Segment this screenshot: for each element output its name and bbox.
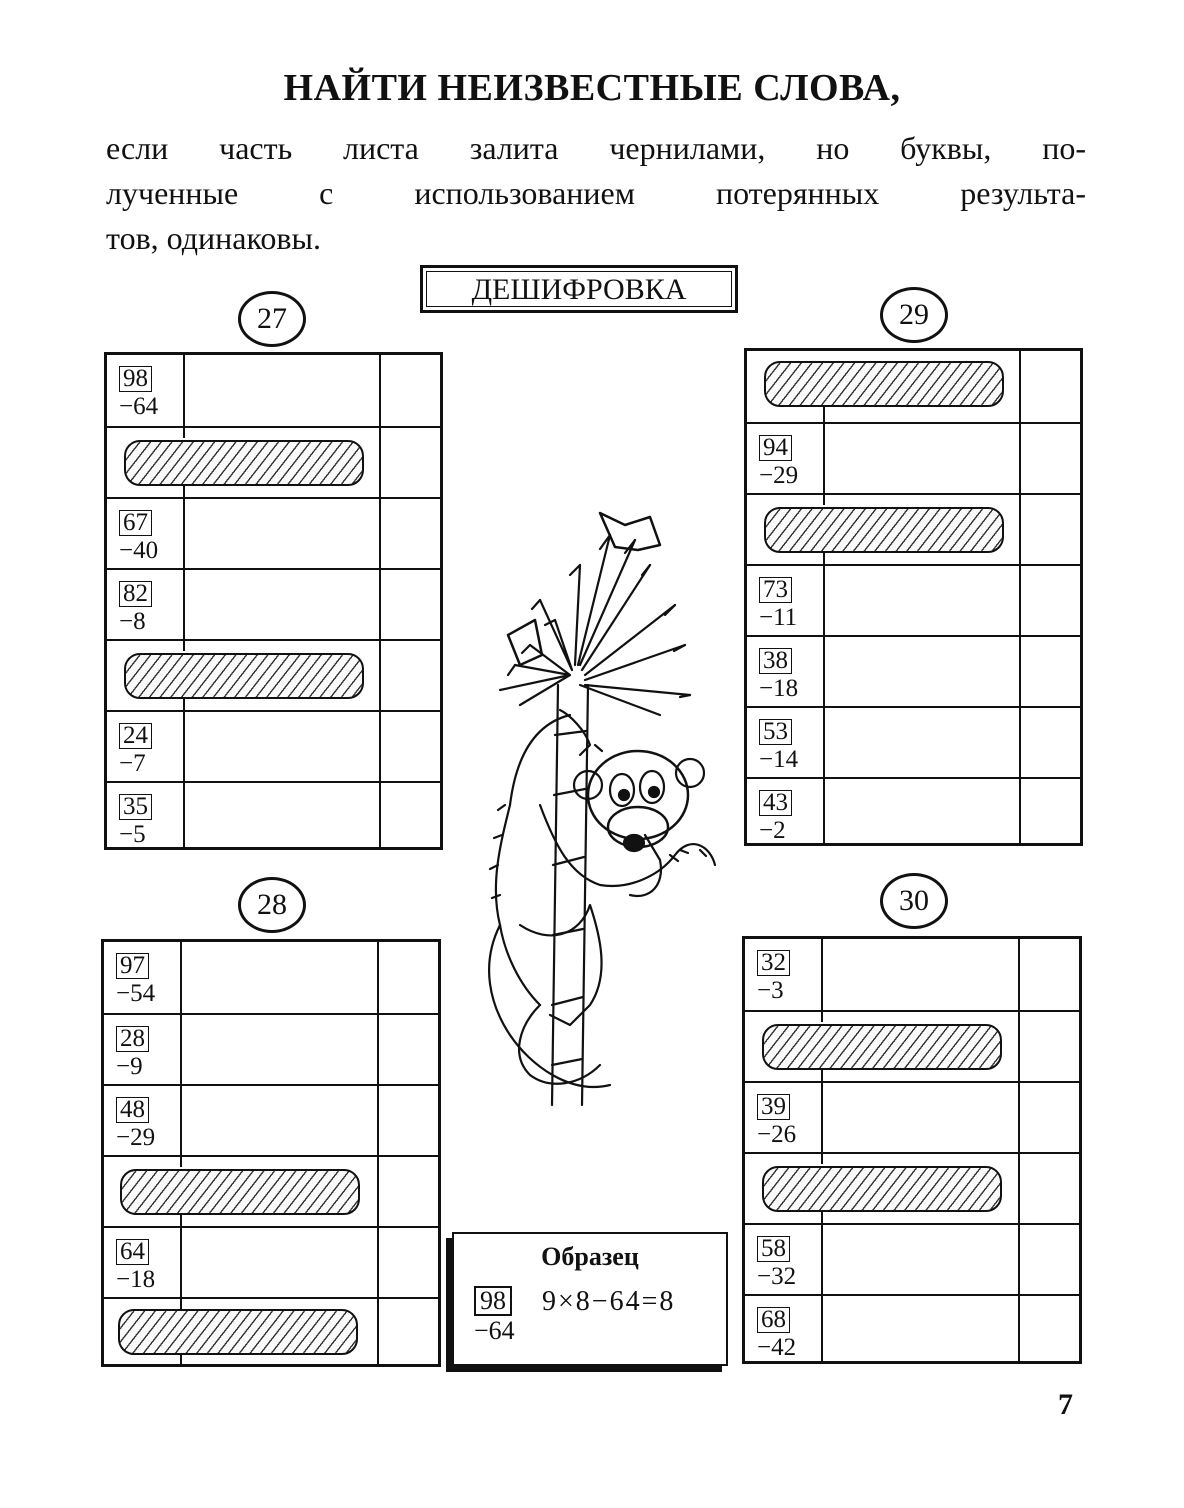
puzzle-28-row — [104, 1084, 438, 1155]
puzzle-number-30: 30 — [880, 873, 948, 929]
puzzle-30-row-ink — [745, 1010, 1079, 1081]
cell-divider — [823, 407, 825, 422]
subtrahend: −11 — [759, 604, 798, 631]
puzzle-27-row — [107, 497, 440, 568]
sample-subtrahend: −64 — [474, 1316, 515, 1345]
puzzle-29-row — [747, 635, 1080, 706]
cell-divider — [823, 566, 825, 635]
puzzle-27-row — [107, 355, 440, 426]
task — [759, 576, 797, 631]
puzzle-27-row — [107, 710, 440, 781]
puzzle-29-row — [747, 777, 1080, 843]
minuend: 24 — [119, 723, 152, 749]
cell-divider — [823, 495, 825, 505]
puzzle-number-27: 27 — [238, 291, 306, 347]
subtrahend: −29 — [759, 462, 799, 489]
task — [116, 1096, 155, 1151]
minuend: 82 — [119, 581, 152, 607]
monkey-palm-illustration — [460, 505, 740, 1115]
minuend: 53 — [759, 719, 792, 745]
puzzle-28-row — [104, 1226, 438, 1297]
task — [119, 793, 152, 848]
puzzle-28-row-ink — [104, 1297, 438, 1364]
puzzle-27-row — [107, 781, 440, 847]
cell-divider — [180, 1157, 182, 1167]
puzzle-27-row-ink — [107, 426, 440, 497]
puzzle-28-row — [104, 1013, 438, 1084]
cell-divider — [183, 570, 185, 639]
minuend: 68 — [757, 1307, 790, 1333]
subtrahend: −14 — [759, 746, 799, 773]
page-number: 7 — [1058, 1388, 1073, 1421]
task — [759, 647, 798, 702]
puzzle-29-row — [747, 564, 1080, 635]
task — [119, 509, 158, 564]
puzzle-30-row — [745, 1223, 1079, 1294]
cell-divider — [823, 424, 825, 493]
instructions — [106, 126, 1086, 261]
minuend: 39 — [757, 1094, 790, 1120]
cell-divider — [183, 428, 185, 438]
minuend: 97 — [116, 953, 149, 979]
cell-divider — [823, 708, 825, 777]
cell-divider — [821, 1296, 823, 1361]
cell-divider — [180, 1299, 182, 1309]
ink-blot — [118, 1309, 358, 1355]
decode-label: ДЕШИФРОВКА — [426, 271, 732, 307]
minuend: 94 — [759, 435, 792, 461]
minuend: 48 — [116, 1097, 149, 1123]
cell-divider — [180, 1228, 182, 1297]
cell-divider — [180, 1015, 182, 1084]
puzzle-27-row — [107, 568, 440, 639]
ink-blot — [762, 1024, 1002, 1070]
cell-divider — [821, 1083, 823, 1152]
minuend: 58 — [757, 1236, 790, 1262]
subtrahend: −3 — [757, 977, 784, 1004]
subtrahend: −8 — [119, 608, 146, 635]
puzzle-number-28: 28 — [238, 877, 306, 933]
minuend: 43 — [759, 790, 792, 816]
cell-divider — [180, 942, 182, 1013]
cell-divider — [183, 499, 185, 568]
subtrahend: −5 — [119, 821, 146, 848]
minuend: 28 — [116, 1026, 149, 1052]
puzzle-27-table — [104, 352, 443, 850]
ink-blot — [764, 507, 1004, 553]
subtrahend: −2 — [759, 817, 786, 844]
puzzle-29-row-ink — [747, 493, 1080, 564]
puzzle-29-row — [747, 422, 1080, 493]
subtrahend: −32 — [757, 1263, 797, 1290]
puzzle-30-table — [742, 936, 1082, 1364]
minuend: 98 — [119, 366, 152, 392]
puzzle-28-row — [104, 942, 438, 1013]
instructions-line-2: лученные с использованием потерянных результа- — [106, 175, 1086, 211]
instructions-line-3: тов, одинаковы. — [106, 220, 322, 256]
task — [759, 789, 792, 844]
cell-divider — [183, 712, 185, 781]
cell-divider — [823, 779, 825, 843]
ink-blot — [124, 440, 364, 486]
task — [119, 580, 152, 635]
puzzle-29-row — [747, 706, 1080, 777]
puzzle-28-row-ink — [104, 1155, 438, 1226]
decode-label-box — [420, 265, 738, 313]
cell-divider — [180, 1086, 182, 1155]
minuend: 64 — [116, 1239, 149, 1265]
puzzle-29-table — [744, 348, 1083, 846]
task — [116, 952, 155, 1007]
subtrahend: −26 — [757, 1121, 797, 1148]
subtrahend: −54 — [116, 980, 156, 1007]
sample-box — [452, 1232, 728, 1366]
ink-blot — [764, 361, 1004, 407]
task — [757, 1306, 796, 1361]
minuend: 32 — [757, 950, 790, 976]
puzzle-30-row-ink — [745, 1152, 1079, 1223]
ink-blot — [124, 653, 364, 699]
sample-minuend: 98 — [474, 1286, 512, 1316]
subtrahend: −18 — [116, 1266, 156, 1293]
task — [759, 434, 798, 489]
cell-divider — [183, 355, 185, 426]
subtrahend: −18 — [759, 675, 799, 702]
ink-blot — [762, 1166, 1002, 1212]
cell-divider — [183, 783, 185, 847]
cell-divider — [183, 641, 185, 651]
subtrahend: −64 — [119, 393, 159, 420]
minuend: 73 — [759, 577, 792, 603]
task — [757, 1235, 796, 1290]
task — [119, 365, 158, 420]
ink-blot — [120, 1169, 360, 1215]
task — [759, 718, 798, 773]
sample-formula: 9×8−64=8 — [542, 1286, 676, 1317]
subtrahend: −7 — [119, 750, 146, 777]
sample-task — [474, 1286, 515, 1346]
page-title: НАЙТИ НЕИЗВЕСТНЫЕ СЛОВА, — [283, 67, 901, 109]
subtrahend: −29 — [116, 1124, 156, 1151]
minuend: 67 — [119, 510, 152, 536]
cell-divider — [180, 1355, 182, 1366]
task — [116, 1238, 155, 1293]
task — [757, 1093, 796, 1148]
task — [116, 1025, 149, 1080]
subtrahend: −40 — [119, 537, 159, 564]
cell-divider — [821, 1012, 823, 1022]
minuend: 35 — [119, 794, 152, 820]
cell-divider — [823, 637, 825, 706]
puzzle-30-row — [745, 1081, 1079, 1152]
subtrahend: −9 — [116, 1053, 143, 1080]
puzzle-number-29: 29 — [880, 287, 948, 343]
puzzle-28-table — [101, 939, 441, 1367]
cell-divider — [821, 939, 823, 1010]
cell-divider — [821, 1154, 823, 1164]
task — [119, 722, 152, 777]
puzzle-30-row — [745, 1294, 1079, 1361]
minuend: 38 — [759, 648, 792, 674]
puzzle-27-row-ink — [107, 639, 440, 710]
puzzle-29-row-ink — [747, 351, 1080, 422]
puzzle-30-row — [745, 939, 1079, 1010]
instructions-line-1: если часть листа залита чернилами, но буквы, по- — [106, 130, 1086, 166]
subtrahend: −42 — [757, 1334, 797, 1361]
task — [757, 949, 790, 1004]
cell-divider — [821, 1225, 823, 1294]
sample-title: Образец — [541, 1242, 639, 1271]
